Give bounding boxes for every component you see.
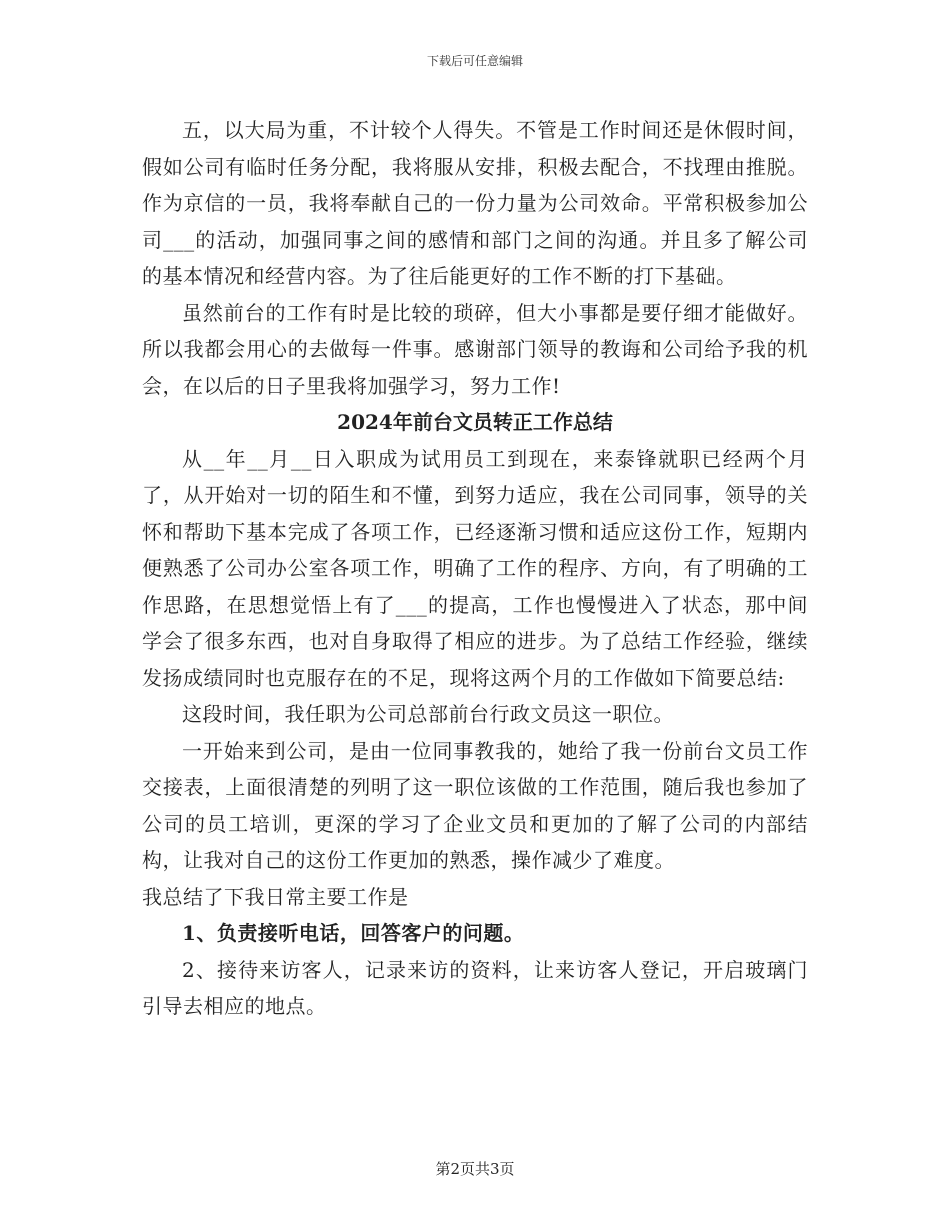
page-header: 下载后可任意编辑 — [426, 54, 523, 68]
document-body — [142, 112, 808, 1025]
list-item: 1、负责接听电话，回答客户的问题。 — [182, 921, 525, 945]
paragraph-continuation: 我总结了下我日常主要工作是 — [142, 884, 409, 909]
page-footer: 第2页共3页 — [435, 1160, 515, 1178]
paragraph: 从__年__月__日入职成为试用员工到现在，来泰锋就职已经两个月了，从开始对一切的陌生和不懂，到努力适应，我在公司同事，领导的关怀和帮助下基本完成了各项工作，已经逐渐习惯和适应这份工作，短期内便熟悉了公司办公室各项工作，明确了工作的程序、方向，有了明确的工作思路，在思想觉悟上有了___的提高，工作也慢慢进入了状态，那中间学会了很多东西，也对自身取得了相应的进步。为了总结工作经验，继续发扬成绩同时也克服存在的不足，现将这两个月的工作做如下简要总结: — [142, 446, 808, 690]
paragraph: 一开始来到公司，是由一位同事教我的，她给了我一份前台文员工作交接表，上面很清楚的列明了这一职位该做的工作范围，随后我也参加了公司的员工培训，更深的学习了企业文员和更加的了解了公司的内部结构，让我对自己的这份工作更加的熟悉，操作减少了难度。 — [142, 738, 808, 872]
paragraph: 五，以大局为重，不计较个人得失。不管是工作时间还是休假时间，假如公司有临时任务分配，我将服从安排，积极去配合，不找理由推脱。作为京信的一员，我将奉献自己的一份力量为公司效命。平常积极参加公司___的活动，加强同事之间的感情和部门之间的沟通。并且多了解公司的基本情况和经营内容。为了往后能更好的工作不断的打下基础。 — [142, 118, 808, 288]
paragraph: 这段时间，我任职为公司总部前台行政文员这一职位。 — [182, 702, 674, 726]
paragraph: 虽然前台的工作有时是比较的琐碎，但大小事都是要仔细才能做好。所以我都会用心的去做每一件事。感谢部门领导的教诲和公司给予我的机会，在以后的日子里我将加强学习，努力工作! — [142, 300, 808, 398]
list-item: 2、接待来访客人，记录来访的资料，让来访客人登记，开启玻璃门引导去相应的地点。 — [142, 957, 808, 1018]
section-title: 2024年前台文员转正工作总结 — [337, 410, 613, 434]
